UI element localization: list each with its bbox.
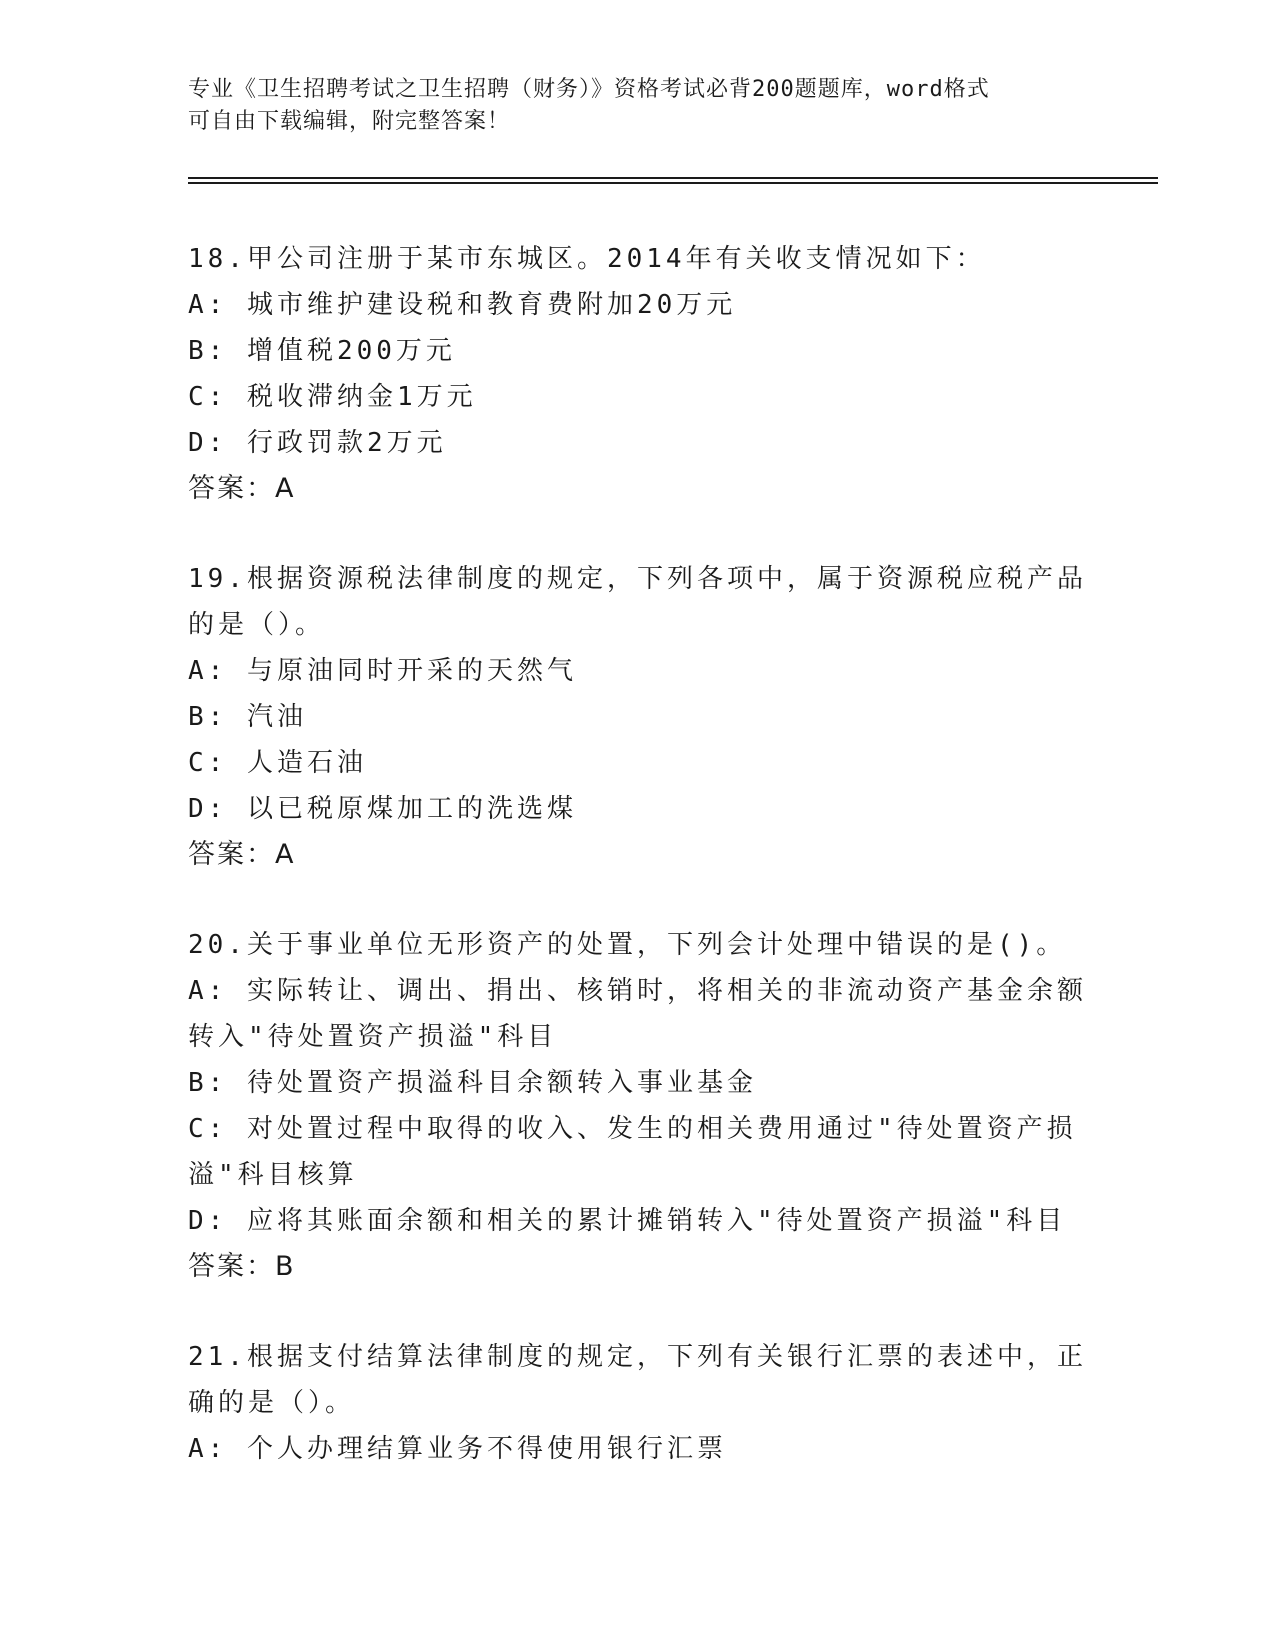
option-c: C: 人造石油 [188, 748, 367, 778]
option-b: B: 汽油 [188, 702, 307, 732]
answer-line: 答案：B [188, 1251, 296, 1282]
header-line-2: 可自由下载编辑，附完整答案！ [188, 109, 511, 134]
option-a: A: 实际转让、调出、捐出、核销时，将相关的非流动资产基金余额转入"待处置资产损溢"科目 [188, 976, 1087, 1052]
option-c: C: 税收滞纳金1万元 [188, 382, 477, 412]
question-stem: 21.根据支付结算法律制度的规定，下列有关银行汇票的表述中，正确的是（）。 [188, 1342, 1087, 1418]
answer-line: 答案：A [188, 473, 296, 504]
option-d: D: 行政罚款2万元 [188, 428, 447, 458]
question-item-19 [188, 556, 1088, 878]
option-a: A: 城市维护建设税和教育费附加20万元 [188, 290, 737, 320]
question-item-18 [188, 236, 1088, 512]
header-divider-bottom [188, 182, 1158, 184]
question-list [188, 236, 1088, 1516]
question-item-20 [188, 922, 1088, 1290]
answer-line: 答案：A [188, 839, 296, 870]
option-b: B: 待处置资产损溢科目余额转入事业基金 [188, 1068, 757, 1098]
question-stem: 19.根据资源税法律制度的规定，下列各项中，属于资源税应税产品的是（）。 [188, 564, 1087, 640]
header-line-1: 专业《卫生招聘考试之卫生招聘（财务）》资格考试必背200题题库，word格式 [188, 77, 990, 102]
question-item-21 [188, 1334, 1088, 1472]
option-d: D: 应将其账面余额和相关的累计摊销转入"待处置资产损溢"科目 [188, 1206, 1067, 1236]
question-stem: 18.甲公司注册于某市东城区。2014年有关收支情况如下： [188, 244, 986, 274]
option-a: A: 个人办理结算业务不得使用银行汇票 [188, 1434, 727, 1464]
header-divider-top [188, 177, 1158, 179]
question-stem: 20.关于事业单位无形资产的处置，下列会计处理中错误的是()。 [188, 930, 1067, 960]
option-b: B: 增值税200万元 [188, 336, 456, 366]
option-c: C: 对处置过程中取得的收入、发生的相关费用通过"待处置资产损溢"科目核算 [188, 1114, 1077, 1190]
option-a: A: 与原油同时开采的天然气 [188, 656, 577, 686]
document-header [188, 74, 1088, 138]
option-d: D: 以已税原煤加工的洗选煤 [188, 794, 577, 824]
